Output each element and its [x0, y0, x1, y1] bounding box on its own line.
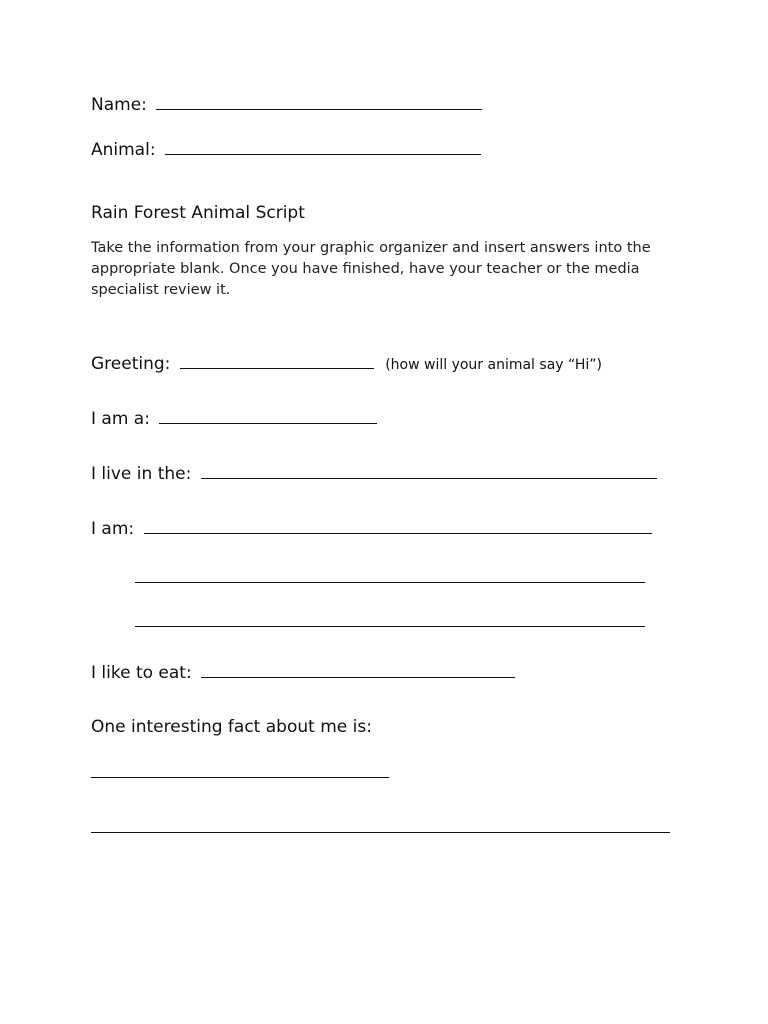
instructions-paragraph: Take the information from your graphic organizer and insert answers into the appropriate blank. Once you have finished, have your teacher or the media specialist review it. — [91, 240, 651, 298]
name-blank[interactable] — [156, 93, 482, 110]
fact-blank-1[interactable] — [91, 777, 389, 778]
fact-label: One interesting fact about me is: — [91, 717, 372, 737]
name-label: Name: — [91, 95, 147, 115]
greeting-label: Greeting: — [91, 354, 171, 374]
like-to-eat-blank[interactable] — [201, 661, 515, 678]
greeting-hint: (how will your animal say “Hi”) — [385, 357, 602, 373]
animal-row — [91, 138, 481, 161]
fact-row — [91, 716, 372, 738]
i-am-label: I am: — [91, 519, 135, 539]
i-am-a-label: I am a: — [91, 409, 150, 429]
like-to-eat-label: I like to eat: — [91, 663, 192, 683]
i-am-blank-2[interactable] — [135, 582, 645, 583]
i-am-row — [91, 517, 652, 540]
greeting-blank[interactable] — [180, 352, 374, 369]
name-row — [91, 93, 482, 116]
animal-label: Animal: — [91, 140, 156, 160]
i-am-blank-1[interactable] — [144, 517, 652, 534]
fact-blank-2[interactable] — [91, 832, 670, 833]
like-to-eat-row — [91, 661, 515, 684]
greeting-row — [91, 352, 602, 376]
live-in-row — [91, 462, 657, 485]
i-am-a-row — [91, 407, 377, 430]
live-in-blank[interactable] — [201, 462, 657, 479]
live-in-label: I live in the: — [91, 464, 192, 484]
i-am-blank-3[interactable] — [135, 626, 645, 627]
i-am-a-blank[interactable] — [159, 407, 377, 424]
script-title: Rain Forest Animal Script — [91, 203, 305, 223]
animal-blank[interactable] — [165, 138, 481, 155]
